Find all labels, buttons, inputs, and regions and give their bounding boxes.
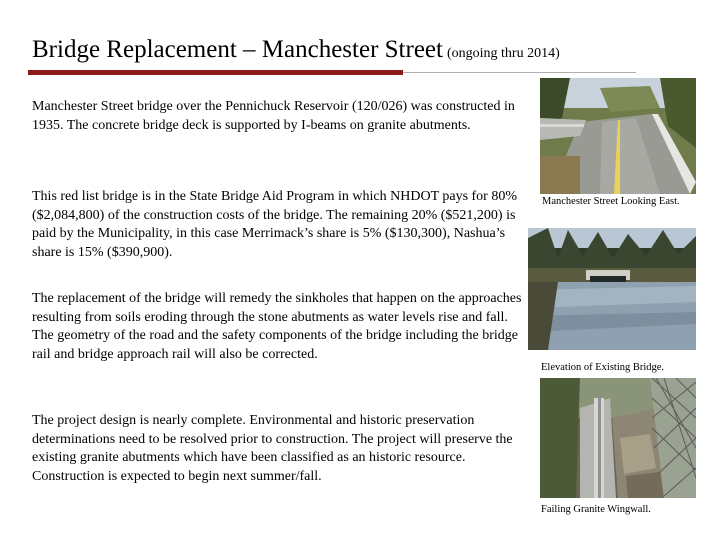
title-divider-line [403, 72, 636, 73]
caption-street-looking-east: Manchester Street Looking East. [542, 196, 680, 207]
photo-existing-bridge-elevation [528, 228, 696, 350]
photo-failing-wingwall [540, 378, 696, 498]
caption-existing-bridge-elevation: Elevation of Existing Bridge. [541, 362, 665, 373]
paragraph-funding: This red list bridge is in the State Bridge Aid Program in which NHDOT pays for 80% ($2,084,800) of the construction costs of the bridge. The remaining 20% ($521,200) is paid by the Municipality, in this case Merrimack’s share is 5% ($130,300), Nashua’s share is 15% ($390,900). [32, 189, 518, 260]
paragraph-remedy: The replacement of the bridge will remedy the sinkholes that happen on the approaches resulting from soils eroding through the stone abutments as water levels rise and fall. The geometry of the road and the safety components of the bridge including the bridge rail and bridge approach rail will also be corrected. [32, 291, 522, 362]
photo-street-looking-east [540, 78, 696, 194]
paragraph-history: Manchester Street bridge over the Pennichuck Reservoir (120/026) was constructed in 1935. The concrete bridge deck is supported by I-beams on granite abutments. [32, 99, 515, 133]
paragraph-status: The project design is nearly complete. Environmental and historic preservation determinations need to be resolved prior to construction. The project will preserve the existing granite abutments which have been classified as an historic resource. Construction is expected to begin next summer/fall. [32, 413, 513, 484]
title-subtitle: (ongoing thru 2014) [446, 46, 560, 61]
slide-title [32, 36, 672, 64]
caption-failing-wingwall: Failing Granite Wingwall. [541, 504, 651, 515]
title-main: Bridge Replacement – Manchester Street [32, 36, 443, 63]
title-divider-accent [28, 70, 403, 75]
title-divider [28, 70, 636, 75]
